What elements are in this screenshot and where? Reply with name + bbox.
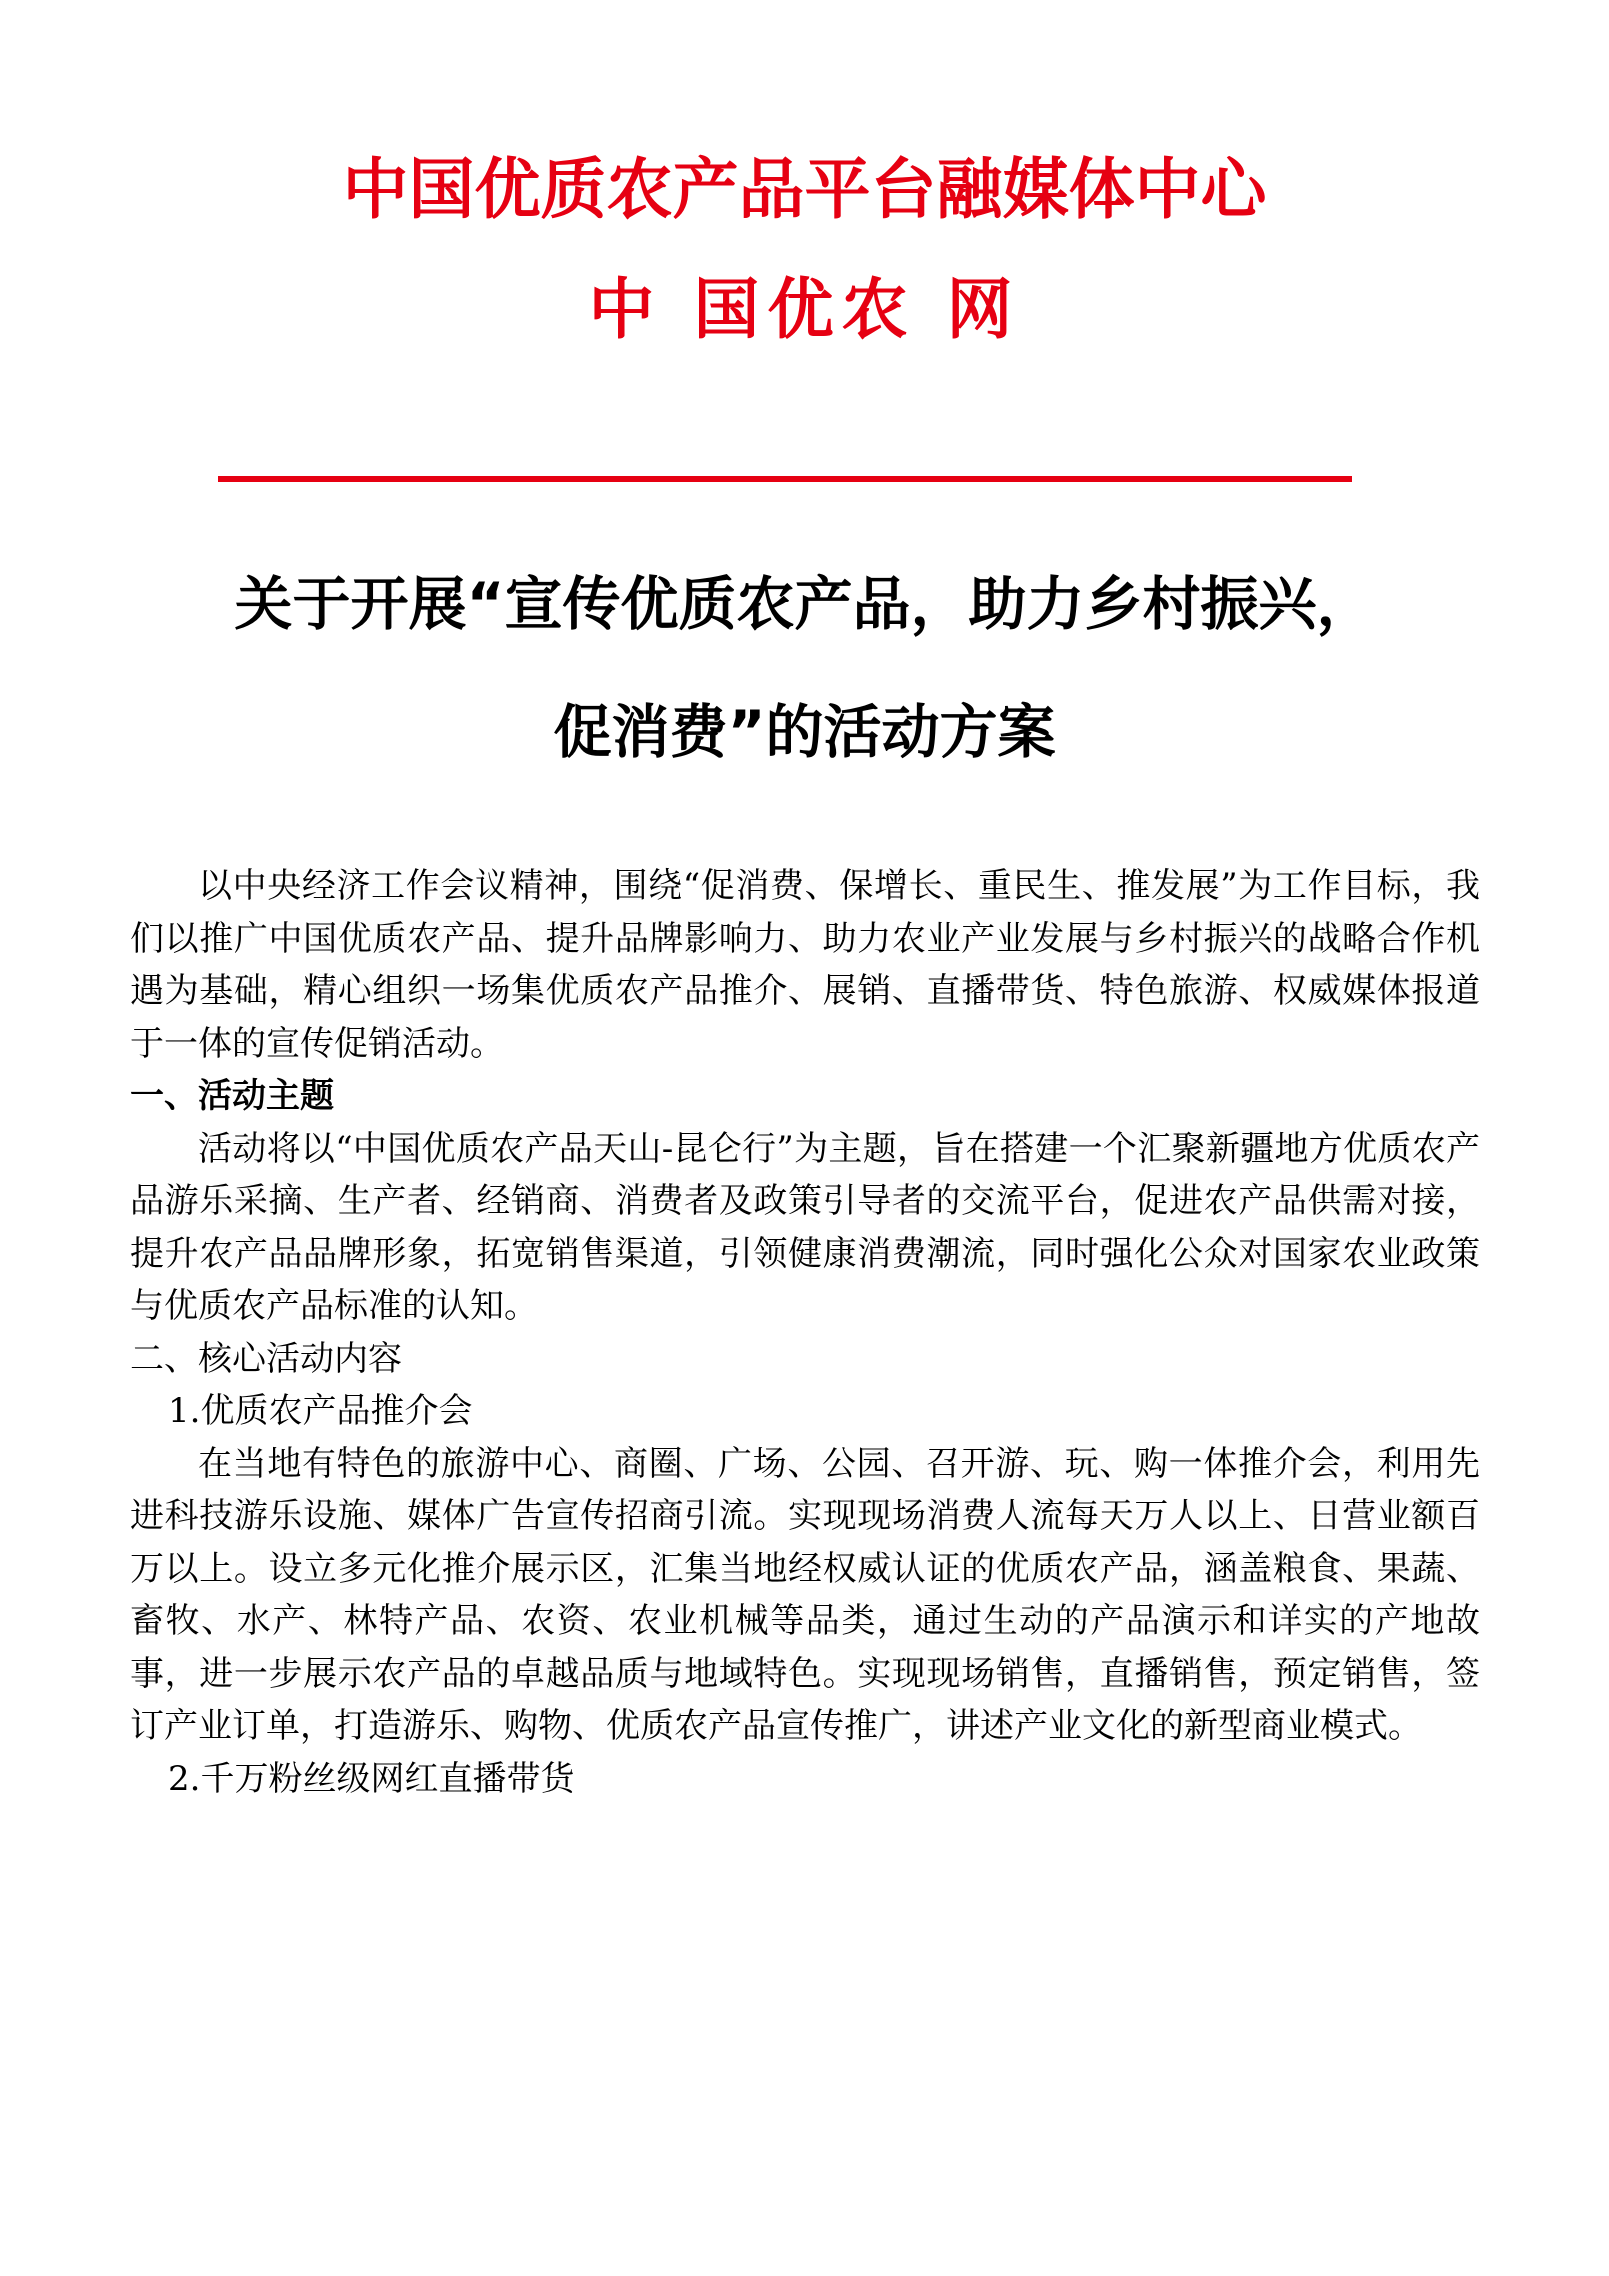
- site-name: 中 国优农 网: [588, 271, 1021, 348]
- document-body: [130, 860, 1480, 1805]
- doc-title-line1: 关于开展“宣传优质农产品，助力乡村振兴，: [234, 570, 1375, 638]
- org-name: 中国优质农产品平台融媒体中心: [342, 151, 1267, 228]
- section1-paragraph: 活动将以“中国优质农产品天山-昆仑行”为主题，旨在搭建一个汇聚新疆地方优质农产品游乐采摘、生产者、经销商、消费者及政策引导者的交流平台，促进农产品供需对接，提升农产品品牌形象，拓宽销售渠道，引领健康消费潮流，同时强化公众对国家农业政策与优质农产品标准的认知。: [130, 1128, 1480, 1326]
- header-divider: [218, 476, 1352, 482]
- section2-heading: 二、核心活动内容: [130, 1338, 402, 1379]
- item1-paragraph: 在当地有特色的旅游中心、商圈、广场、公园、召开游、玩、购一体推介会，利用先进科技游乐设施、媒体广告宣传招商引流。实现现场消费人流每天万人以上、日营业额百万以上。设立多元化推介展示区，汇集当地经权威认证的优质农产品，涵盖粮食、果蔬、畜牧、水产、林特产品、农资、农业机械等品类，通过生动的产品演示和详实的产地故事，进一步展示农产品的卓越品质与地域特色。实现现场销售，直播销售，预定销售，签订产业订单，打造游乐、购物、优质农产品宣传推广，讲述产业文化的新型商业模式。: [130, 1443, 1480, 1746]
- section1-heading: 一、活动主题: [130, 1076, 334, 1116]
- item1-heading: 1.优质农产品推介会: [168, 1391, 473, 1431]
- intro-paragraph: 以中央经济工作会议精神，围绕“促消费、保增长、重民生、推发展”为工作目标，我们以推广中国优质农产品、提升品牌影响力、助力农业产业发展与乡村振兴的战略合作机遇为基础，精心组织一场集优质农产品推介、展销、直播带货、特色旅游、权威媒体报道于一体的宣传促销活动。: [130, 866, 1480, 1064]
- item2-heading: 2.千万粉丝级网红直播带货: [168, 1758, 575, 1799]
- doc-title-line2: 促消费”的活动方案: [553, 698, 1056, 766]
